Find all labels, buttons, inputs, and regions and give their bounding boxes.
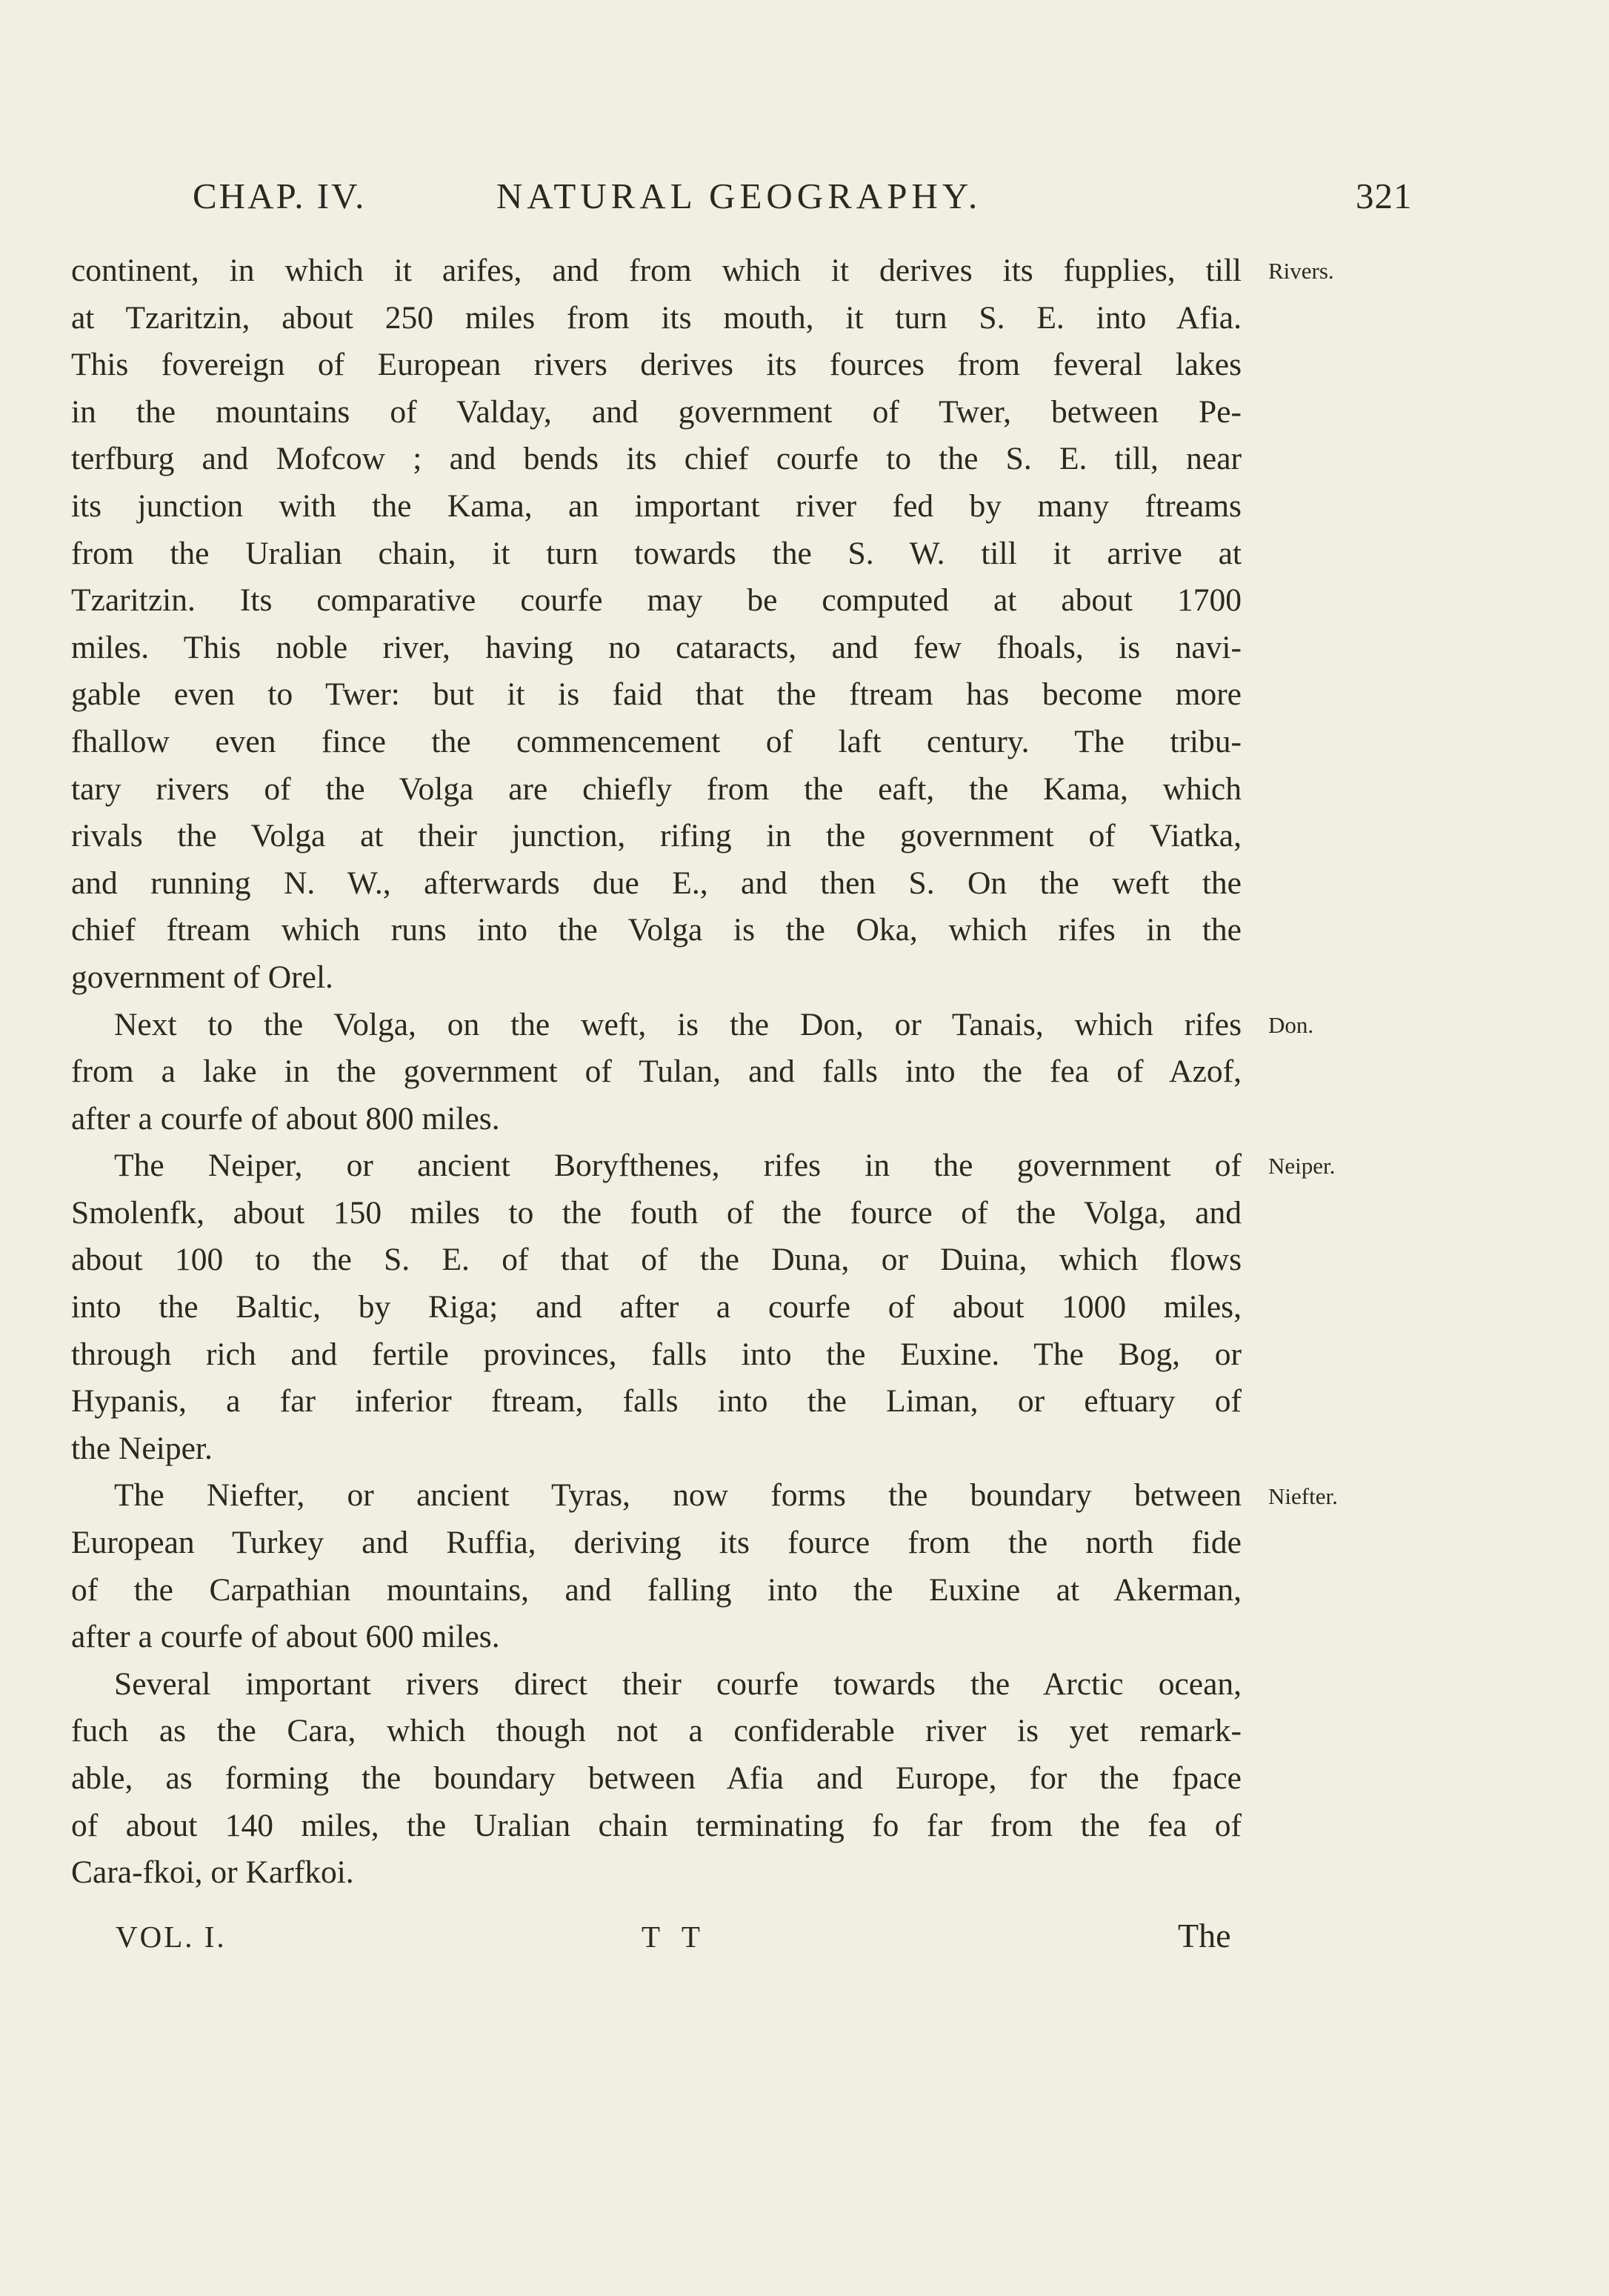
- text-line: of about 140 miles, the Uralian chain terminating fo far from the fea of: [71, 1807, 1242, 1843]
- text-line: in the mountains of Valday, and government of Twer, between Pe-: [71, 393, 1242, 430]
- marginal-note: Niefter.: [1268, 1483, 1338, 1509]
- text-line: Several important rivers direct their courfe towards the Arctic ocean,: [114, 1666, 1242, 1702]
- text-line: into the Baltic, by Riga; and after a courfe of about 1000 miles,: [71, 1289, 1242, 1325]
- text-line: fuch as the Cara, which though not a confiderable river is yet remark-: [71, 1713, 1242, 1749]
- running-head: [170, 175, 1413, 227]
- text-line: Next to the Volga, on the weft, is the Don, or Tanais, which rifes: [114, 1006, 1242, 1042]
- running-title: NATURAL GEOGRAPHY.: [496, 176, 982, 216]
- text-line: from the Uralian chain, it turn towards the S. W. till it arrive at: [71, 535, 1242, 571]
- text-line: Hypanis, a far inferior ftream, falls into the Liman, or eftuary of: [71, 1383, 1242, 1420]
- text-line: This fovereign of European rivers derives its fources from feveral lakes: [71, 347, 1242, 383]
- text-line: about 100 to the S. E. of that of the Duna, or Duina, which flows: [71, 1242, 1242, 1278]
- text-line: at Tzaritzin, about 250 miles from its mouth, it turn S. E. into Afia.: [71, 299, 1242, 336]
- gathering-signature: T T: [642, 1920, 707, 1954]
- text-line: tary rivers of the Volga are chiefly from the eaft, the Kama, which: [71, 771, 1242, 807]
- text-line: after a courfe of about 800 miles.: [71, 1100, 500, 1137]
- chapter-label: CHAP. IV.: [193, 176, 367, 216]
- body-text: [71, 247, 1242, 1897]
- marginal-note: Don.: [1268, 1011, 1314, 1038]
- text-line: The Niefter, or ancient Tyras, now forms the boundary between: [114, 1477, 1242, 1514]
- text-line: gable even to Twer: but it is faid that the ftream has become more: [71, 676, 1242, 713]
- text-line: and running N. W., afterwards due E., and then S. On the weft the: [71, 865, 1242, 901]
- text-line: Smolenfk, about 150 miles to the fouth of the fource of the Volga, and: [71, 1194, 1242, 1231]
- text-line: miles. This noble river, having no cataracts, and few fhoals, is navi-: [71, 629, 1242, 665]
- text-line: its junction with the Kama, an important river fed by many ftreams: [71, 488, 1242, 524]
- page-number: 321: [1356, 176, 1413, 216]
- text-line: fhallow even fince the commencement of laft century. The tribu-: [71, 723, 1242, 759]
- text-line: rivals the Volga at their junction, rifing in the government of Viatka,: [71, 818, 1242, 854]
- text-line: the Neiper.: [71, 1430, 213, 1466]
- text-line: chief ftream which runs into the Volga is the Oka, which rifes in the: [71, 912, 1242, 948]
- text-line: government of Orel.: [71, 959, 333, 995]
- text-line: Tzaritzin. Its comparative courfe may be computed at about 1700: [71, 582, 1242, 619]
- volume-signature: VOL. I.: [116, 1920, 227, 1954]
- text-line: after a courfe of about 600 miles.: [71, 1619, 500, 1655]
- text-line: through rich and fertile provinces, falls into the Euxine. The Bog, or: [71, 1336, 1242, 1372]
- text-line: of the Carpathian mountains, and falling into the Euxine at Akerman,: [71, 1571, 1242, 1608]
- text-line: European Turkey and Ruffia, deriving its fource from the north fide: [71, 1525, 1242, 1561]
- marginal-note: Rivers.: [1268, 258, 1334, 284]
- text-line: able, as forming the boundary between Afia and Europe, for the fpace: [71, 1760, 1242, 1796]
- page-footer: [0, 1919, 1609, 1971]
- text-line: The Neiper, or ancient Boryfthenes, rifes in the government of: [114, 1148, 1242, 1184]
- catchword: The: [1178, 1917, 1231, 1954]
- marginal-note: Neiper.: [1268, 1153, 1336, 1179]
- text-line: terfburg and Mofcow ; and bends its chief courfe to the S. E. till, near: [71, 441, 1242, 477]
- text-line: continent, in which it arifes, and from which it derives its fupplies, till: [71, 253, 1242, 288]
- text-line: Cara-fkoi, or Karfkoi.: [71, 1854, 354, 1891]
- text-line: from a lake in the government of Tulan, and falls into the fea of Azof,: [71, 1054, 1242, 1090]
